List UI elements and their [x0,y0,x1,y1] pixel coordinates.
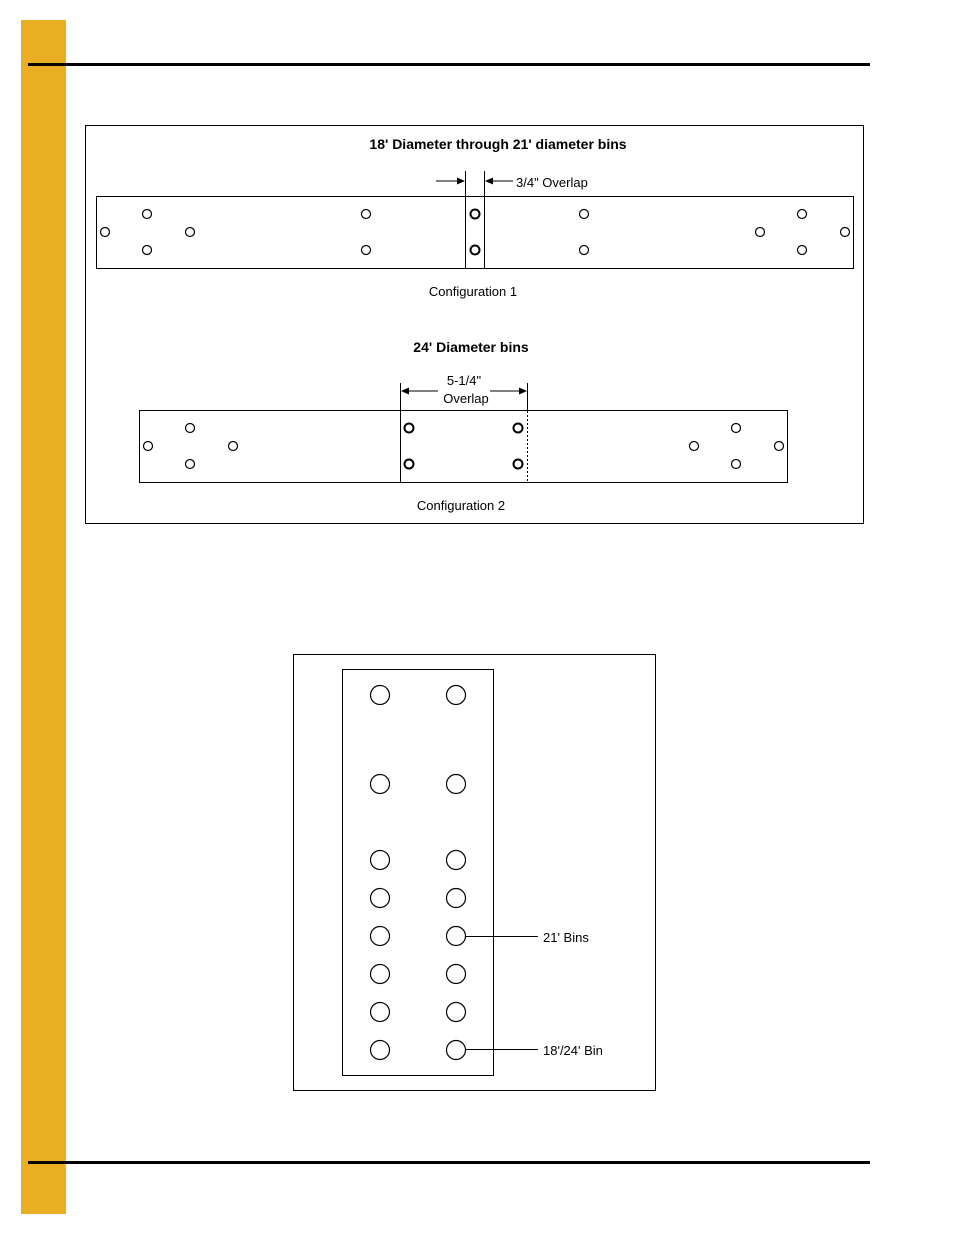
bolt-hole [371,851,390,870]
bolt-hole [405,424,414,433]
bolt-hole [371,965,390,984]
bolt-hole [841,228,850,237]
bolt-hole [371,1003,390,1022]
panel-left [97,197,485,269]
figure-1-border [86,126,864,524]
bolt-hole [405,460,414,469]
bolt-hole [471,210,480,219]
figure-2-border [294,655,656,1091]
bolt-hole [447,1041,466,1060]
bolt-hole [514,460,523,469]
bolt-hole [471,246,480,255]
bolt-hole [447,1003,466,1022]
config-1-overlap-label: 3/4" Overlap [516,175,588,190]
bolt-hole [144,442,153,451]
bolt-hole [143,246,152,255]
callout-18-24-bin: 18'/24' Bin [543,1043,603,1058]
bolt-hole [514,424,523,433]
panel-right [466,197,854,269]
bolt-hole [690,442,699,451]
figure-1-configurations [86,126,864,524]
figure-2-splice-plate [294,655,656,1091]
config-2-caption: Configuration 2 [416,498,506,513]
bolt-hole [101,228,110,237]
bolt-hole [732,460,741,469]
bolt-hole [186,424,195,433]
bolt-hole [362,246,371,255]
bolt-hole [447,889,466,908]
bolt-hole [447,775,466,794]
bolt-hole [798,246,807,255]
bolt-hole [447,686,466,705]
configuration-1-diagram [97,136,854,299]
bolt-hole [371,686,390,705]
callout-21-bins: 21' Bins [543,930,589,945]
panel-left [140,411,528,483]
bolt-hole [371,889,390,908]
bolt-hole [371,1041,390,1060]
bolt-hole [186,460,195,469]
bolt-hole [775,442,784,451]
bolt-hole [229,442,238,451]
bolt-hole [371,927,390,946]
bolt-hole [362,210,371,219]
bolt-hole [371,775,390,794]
bolt-hole [580,210,589,219]
bolt-hole [447,927,466,946]
config-2-overlap-label-line1: 5-1/4" [446,373,482,388]
config-2-title: 24' Diameter bins [413,339,529,355]
bolt-hole [447,965,466,984]
bolt-hole [756,228,765,237]
splice-plate-holes [371,686,466,1060]
bolt-hole [447,851,466,870]
splice-plate [343,670,494,1076]
configuration-2-diagram [140,339,788,513]
bolt-hole [143,210,152,219]
panel-right [401,411,788,483]
bolt-hole [732,424,741,433]
config-2-bolt-holes [144,424,784,469]
bolt-hole [580,246,589,255]
config-1-title: 18' Diameter through 21' diameter bins [369,136,627,152]
bolt-hole [186,228,195,237]
config-1-caption: Configuration 1 [428,284,518,299]
config-2-overlap-label-line2: Overlap [443,391,489,406]
config-1-bolt-holes [101,210,850,255]
bolt-hole [798,210,807,219]
